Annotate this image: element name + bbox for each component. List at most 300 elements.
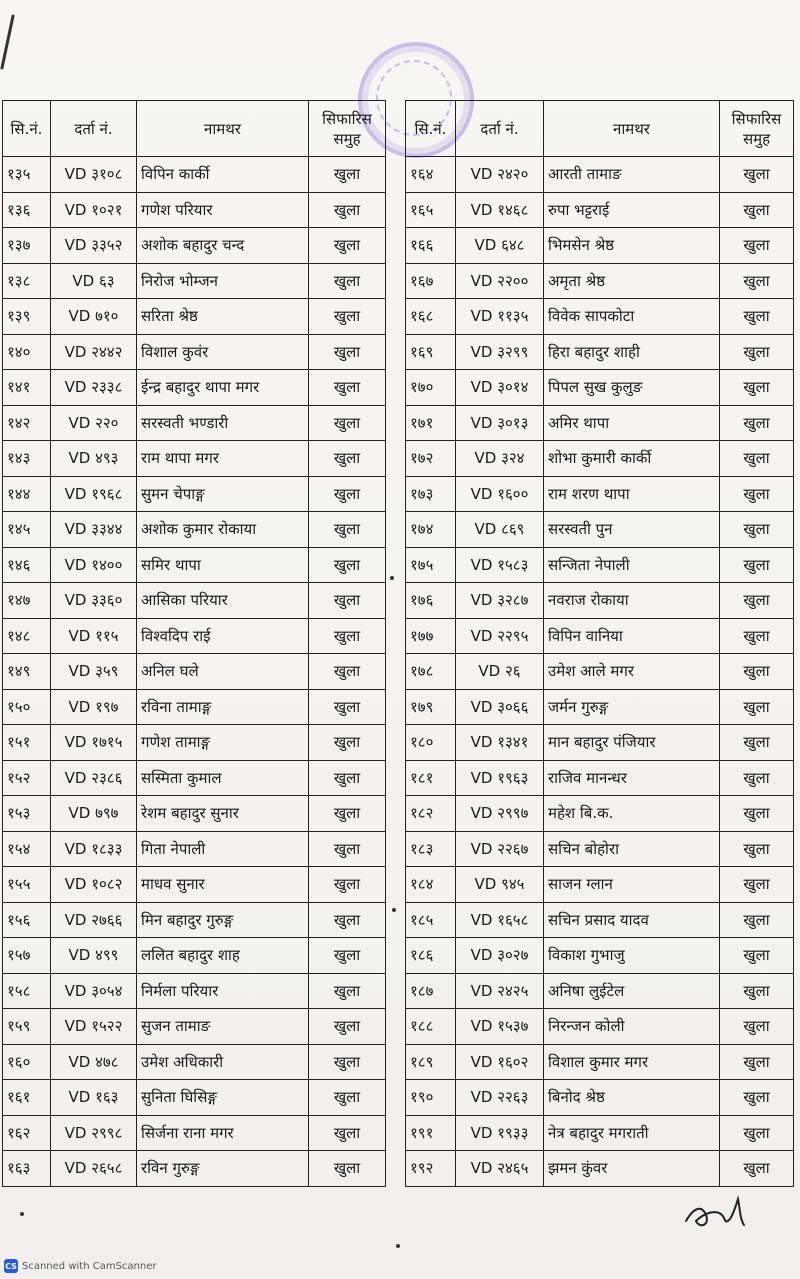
group-cell: खुला (309, 441, 386, 477)
serial-cell: १४५ (3, 512, 51, 548)
name-cell: राम शरण थापा (544, 476, 720, 512)
table-row (3, 760, 386, 796)
group-cell: खुला (309, 973, 386, 1009)
darta-cell: VD १९३३ (456, 1115, 544, 1151)
serial-cell: १५२ (3, 760, 51, 796)
name-cell: अमिर थापा (544, 405, 720, 441)
group-cell: खुला (309, 476, 386, 512)
table-header (406, 101, 794, 157)
darta-cell: VD १५२२ (51, 1009, 137, 1045)
table-row (3, 831, 386, 867)
group-cell: खुला (309, 1044, 386, 1080)
darta-cell: VD ३०१३ (456, 405, 544, 441)
group-cell: खुला (309, 796, 386, 832)
darta-cell: VD ११५ (51, 618, 137, 654)
serial-cell: १६९ (406, 334, 456, 370)
table-row (406, 1044, 794, 1080)
header-name: नामथर (544, 101, 720, 157)
serial-cell: १४२ (3, 405, 51, 441)
scan-dot (392, 908, 396, 912)
name-cell: रुपा भट्टराई (544, 192, 720, 228)
darta-cell: VD २४२० (456, 157, 544, 193)
table-row (406, 938, 794, 974)
table-row (3, 405, 386, 441)
group-cell: खुला (309, 1115, 386, 1151)
serial-cell: १५० (3, 689, 51, 725)
name-cell: उमेश अधिकारी (137, 1044, 309, 1080)
serial-cell: १४८ (3, 618, 51, 654)
darta-cell: VD ३२८७ (456, 583, 544, 619)
register-table-right (405, 100, 794, 1187)
group-cell: खुला (309, 902, 386, 938)
group-cell: खुला (309, 547, 386, 583)
table-row (406, 334, 794, 370)
header-serial: सि.नं. (3, 101, 51, 157)
name-cell: मान बहादुर पंजियार (544, 725, 720, 761)
group-cell: खुला (720, 618, 794, 654)
serial-cell: १४९ (3, 654, 51, 690)
darta-cell: VD ४९३ (51, 441, 137, 477)
group-cell: खुला (720, 760, 794, 796)
name-cell: राजिव मानन्धर (544, 760, 720, 796)
header-darta: दर्ता नं. (456, 101, 544, 157)
darta-cell: VD ३३५२ (51, 228, 137, 264)
group-cell: खुला (720, 228, 794, 264)
serial-cell: १७७ (406, 618, 456, 654)
darta-cell: VD २२० (51, 405, 137, 441)
header-darta: दर्ता नं. (51, 101, 137, 157)
group-cell: खुला (720, 299, 794, 335)
name-cell: विशाल कुवंर (137, 334, 309, 370)
serial-cell: १८७ (406, 973, 456, 1009)
scan-dot (20, 1212, 24, 1216)
table-row (406, 512, 794, 548)
serial-cell: १५३ (3, 796, 51, 832)
table-row (406, 476, 794, 512)
name-cell: पिपल सुख कुलुङ (544, 370, 720, 406)
serial-cell: १६१ (3, 1080, 51, 1116)
darta-cell: VD ३५९ (51, 654, 137, 690)
serial-cell: १७३ (406, 476, 456, 512)
serial-cell: १६५ (406, 192, 456, 228)
serial-cell: १७२ (406, 441, 456, 477)
table-row (3, 1115, 386, 1151)
serial-cell: १७० (406, 370, 456, 406)
name-cell: विकाश गुभाजु (544, 938, 720, 974)
darta-cell: VD ३२९९ (456, 334, 544, 370)
name-cell: निरोज भोम्जन (137, 263, 309, 299)
table-row (406, 760, 794, 796)
name-cell: निर्मला परियार (137, 973, 309, 1009)
camscanner-logo-icon: CS (4, 1259, 18, 1273)
group-cell: खुला (720, 938, 794, 974)
name-cell: अशोक बहादुर चन्द (137, 228, 309, 264)
darta-cell: VD ११३५ (456, 299, 544, 335)
group-cell: खुला (720, 334, 794, 370)
darta-cell: VD २४२५ (456, 973, 544, 1009)
serial-cell: १५८ (3, 973, 51, 1009)
footer-text: Scanned with CamScanner (22, 1260, 157, 1272)
serial-cell: १६० (3, 1044, 51, 1080)
group-cell: खुला (720, 1080, 794, 1116)
group-cell: खुला (720, 441, 794, 477)
group-cell: खुला (720, 476, 794, 512)
name-cell: सरिता श्रेष्ठ (137, 299, 309, 335)
name-cell: जर्मन गुरुङ्ग (544, 689, 720, 725)
name-cell: रेशम बहादुर सुनार (137, 796, 309, 832)
table-row (406, 1151, 794, 1187)
table-row (406, 831, 794, 867)
header-group: सिफारिस समुह (720, 101, 794, 157)
table-row (406, 263, 794, 299)
header-name: नामथर (137, 101, 309, 157)
name-cell: गणेश परियार (137, 192, 309, 228)
name-cell: सिर्जना राना मगर (137, 1115, 309, 1151)
group-cell: खुला (720, 512, 794, 548)
darta-cell: VD १५८३ (456, 547, 544, 583)
table-row (3, 938, 386, 974)
serial-cell: १३६ (3, 192, 51, 228)
name-cell: मिन बहादुर गुरुङ्ग (137, 902, 309, 938)
darta-cell: VD ३१०८ (51, 157, 137, 193)
darta-cell: VD २२९५ (456, 618, 544, 654)
name-cell: निरन्जन कोली (544, 1009, 720, 1045)
darta-cell: VD २९९८ (51, 1115, 137, 1151)
table-row (3, 583, 386, 619)
table-row (3, 796, 386, 832)
table-row (3, 1080, 386, 1116)
group-cell: खुला (720, 725, 794, 761)
name-cell: अशोक कुमार रोकाया (137, 512, 309, 548)
darta-cell: VD २२६३ (456, 1080, 544, 1116)
serial-cell: १४० (3, 334, 51, 370)
table-row (406, 1115, 794, 1151)
name-cell: झमन कुंवर (544, 1151, 720, 1187)
darta-cell: VD २३३८ (51, 370, 137, 406)
serial-cell: १८४ (406, 867, 456, 903)
name-cell: बिनोद श्रेष्ठ (544, 1080, 720, 1116)
darta-cell: VD ३०१४ (456, 370, 544, 406)
table-row (3, 476, 386, 512)
darta-cell: VD ३३६० (51, 583, 137, 619)
name-cell: सुमन चेपाङ्ग (137, 476, 309, 512)
name-cell: उमेश आले मगर (544, 654, 720, 690)
group-cell: खुला (720, 583, 794, 619)
name-cell: रविन गुरुङ्ग (137, 1151, 309, 1187)
group-cell: खुला (720, 831, 794, 867)
table-row (3, 1044, 386, 1080)
serial-cell: १६८ (406, 299, 456, 335)
serial-cell: १७१ (406, 405, 456, 441)
darta-cell: VD १८३३ (51, 831, 137, 867)
group-cell: खुला (309, 583, 386, 619)
table-row (406, 689, 794, 725)
name-cell: महेश बि.क. (544, 796, 720, 832)
serial-cell: १६३ (3, 1151, 51, 1187)
name-cell: भिमसेन श्रेष्ठ (544, 228, 720, 264)
table-row (406, 370, 794, 406)
darta-cell: VD ६३ (51, 263, 137, 299)
name-cell: हिरा बहादुर शाही (544, 334, 720, 370)
serial-cell: १६४ (406, 157, 456, 193)
serial-cell: १८९ (406, 1044, 456, 1080)
group-cell: खुला (720, 263, 794, 299)
serial-cell: १६२ (3, 1115, 51, 1151)
name-cell: माधव सुनार (137, 867, 309, 903)
darta-cell: VD २७६६ (51, 902, 137, 938)
serial-cell: १४७ (3, 583, 51, 619)
table-row (3, 1009, 386, 1045)
serial-cell: १८२ (406, 796, 456, 832)
darta-cell: VD ३०५४ (51, 973, 137, 1009)
group-cell: खुला (309, 760, 386, 796)
table-row (406, 228, 794, 264)
name-cell: ललित बहादुर शाह (137, 938, 309, 974)
group-cell: खुला (309, 1080, 386, 1116)
darta-cell: VD ६४८ (456, 228, 544, 264)
serial-cell: १७८ (406, 654, 456, 690)
darta-cell: VD ७१० (51, 299, 137, 335)
darta-cell: VD ८६९ (456, 512, 544, 548)
table-row (3, 370, 386, 406)
table-row (3, 654, 386, 690)
name-cell: विपिन कार्की (137, 157, 309, 193)
darta-cell: VD १७१५ (51, 725, 137, 761)
serial-cell: १७४ (406, 512, 456, 548)
darta-cell: VD २६५८ (51, 1151, 137, 1187)
table-row (3, 299, 386, 335)
darta-cell: VD ४९९ (51, 938, 137, 974)
table-row (406, 405, 794, 441)
register-table-left (2, 100, 386, 1187)
table-row (406, 725, 794, 761)
darta-cell: VD १४०० (51, 547, 137, 583)
scan-dot (390, 576, 394, 580)
table-header (3, 101, 386, 157)
table-row (3, 973, 386, 1009)
group-cell: खुला (720, 973, 794, 1009)
group-cell: खुला (309, 370, 386, 406)
group-cell: खुला (720, 654, 794, 690)
name-cell: विवेक सापकोटा (544, 299, 720, 335)
group-cell: खुला (720, 1044, 794, 1080)
group-cell: खुला (309, 689, 386, 725)
darta-cell: VD २६ (456, 654, 544, 690)
table-row (3, 1151, 386, 1187)
signature (680, 1185, 750, 1235)
table-row (3, 618, 386, 654)
name-cell: गिता नेपाली (137, 831, 309, 867)
serial-cell: १४३ (3, 441, 51, 477)
group-cell: खुला (309, 725, 386, 761)
group-cell: खुला (720, 1009, 794, 1045)
table-row (3, 192, 386, 228)
group-cell: खुला (309, 299, 386, 335)
serial-cell: १७५ (406, 547, 456, 583)
darta-cell: VD १५३७ (456, 1009, 544, 1045)
group-cell: खुला (309, 157, 386, 193)
darta-cell: VD १०२१ (51, 192, 137, 228)
table-row (406, 796, 794, 832)
name-cell: अनिषा लुईटेल (544, 973, 720, 1009)
name-cell: सरस्वती पुन (544, 512, 720, 548)
name-cell: रविना तामाङ्ग (137, 689, 309, 725)
name-cell: विश्वदिप राई (137, 618, 309, 654)
name-cell: अमृता श्रेष्ठ (544, 263, 720, 299)
group-cell: खुला (309, 405, 386, 441)
group-cell: खुला (720, 867, 794, 903)
name-cell: सरस्वती भण्डारी (137, 405, 309, 441)
serial-cell: १८५ (406, 902, 456, 938)
table-row (3, 228, 386, 264)
serial-cell: १६६ (406, 228, 456, 264)
group-cell: खुला (720, 1115, 794, 1151)
group-cell: खुला (720, 405, 794, 441)
serial-cell: १५७ (3, 938, 51, 974)
serial-cell: १३७ (3, 228, 51, 264)
serial-cell: १५९ (3, 1009, 51, 1045)
serial-cell: १८१ (406, 760, 456, 796)
table-row (3, 902, 386, 938)
name-cell: गणेश तामाङ्ग (137, 725, 309, 761)
scan-dot (396, 1244, 400, 1248)
group-cell: खुला (309, 867, 386, 903)
group-cell: खुला (309, 618, 386, 654)
serial-cell: १८० (406, 725, 456, 761)
group-cell: खुला (720, 689, 794, 725)
serial-cell: १९० (406, 1080, 456, 1116)
table-row (406, 441, 794, 477)
group-cell: खुला (720, 902, 794, 938)
name-cell: विशाल कुमार मगर (544, 1044, 720, 1080)
serial-cell: १४१ (3, 370, 51, 406)
table-row (406, 299, 794, 335)
name-cell: सचिन बोहोरा (544, 831, 720, 867)
darta-cell: VD ३२४ (456, 441, 544, 477)
group-cell: खुला (309, 263, 386, 299)
serial-cell: १९१ (406, 1115, 456, 1151)
serial-cell: १३८ (3, 263, 51, 299)
name-cell: सस्मिता कुमाल (137, 760, 309, 796)
table-row (406, 1009, 794, 1045)
name-cell: सुनिता घिसिङ्ग (137, 1080, 309, 1116)
name-cell: विपिन वानिया (544, 618, 720, 654)
table-row (3, 725, 386, 761)
table-row (406, 583, 794, 619)
darta-cell: VD १०८२ (51, 867, 137, 903)
name-cell: समिर थापा (137, 547, 309, 583)
group-cell: खुला (720, 1151, 794, 1187)
table-row (3, 547, 386, 583)
table-row (406, 157, 794, 193)
darta-cell: VD १९६८ (51, 476, 137, 512)
name-cell: अनिल घले (137, 654, 309, 690)
name-cell: साजन ग्लान (544, 867, 720, 903)
darta-cell: VD २२०० (456, 263, 544, 299)
group-cell: खुला (309, 512, 386, 548)
table-row (406, 192, 794, 228)
name-cell: सन्जिता नेपाली (544, 547, 720, 583)
darta-cell: VD १३४१ (456, 725, 544, 761)
serial-cell: १८६ (406, 938, 456, 974)
header-group: सिफारिस समुह (309, 101, 386, 157)
darta-cell: VD २२६७ (456, 831, 544, 867)
darta-cell: VD १६३ (51, 1080, 137, 1116)
darta-cell: VD १९७ (51, 689, 137, 725)
darta-cell: VD १६०२ (456, 1044, 544, 1080)
name-cell: नवराज रोकाया (544, 583, 720, 619)
darta-cell: VD ३०६६ (456, 689, 544, 725)
header-serial: सि.नं. (406, 101, 456, 157)
name-cell: राम थापा मगर (137, 441, 309, 477)
darta-cell: VD २४४२ (51, 334, 137, 370)
serial-cell: १४४ (3, 476, 51, 512)
serial-cell: १८८ (406, 1009, 456, 1045)
serial-cell: १५४ (3, 831, 51, 867)
name-cell: आरती तामाङ (544, 157, 720, 193)
darta-cell: VD ९४५ (456, 867, 544, 903)
serial-cell: १६७ (406, 263, 456, 299)
group-cell: खुला (309, 938, 386, 974)
name-cell: आसिका परियार (137, 583, 309, 619)
scanner-footer (4, 1259, 157, 1273)
serial-cell: १३५ (3, 157, 51, 193)
group-cell: खुला (720, 547, 794, 583)
group-cell: खुला (720, 370, 794, 406)
group-cell: खुला (720, 157, 794, 193)
serial-cell: १४६ (3, 547, 51, 583)
table-row (3, 334, 386, 370)
table-row (3, 512, 386, 548)
name-cell: नेत्र बहादुर मगराती (544, 1115, 720, 1151)
name-cell: ईन्द्र बहादुर थापा मगर (137, 370, 309, 406)
serial-cell: १५६ (3, 902, 51, 938)
serial-cell: १५१ (3, 725, 51, 761)
darta-cell: VD ४७८ (51, 1044, 137, 1080)
group-cell: खुला (309, 1151, 386, 1187)
serial-cell: १३९ (3, 299, 51, 335)
group-cell: खुला (309, 228, 386, 264)
name-cell: सचिन प्रसाद यादव (544, 902, 720, 938)
darta-cell: VD १९६३ (456, 760, 544, 796)
table-row (406, 973, 794, 1009)
darta-cell: VD ३३४४ (51, 512, 137, 548)
darta-cell: VD ७९७ (51, 796, 137, 832)
darta-cell: VD २३८६ (51, 760, 137, 796)
name-cell: शोभा कुमारी कार्की (544, 441, 720, 477)
group-cell: खुला (309, 192, 386, 228)
group-cell: खुला (720, 796, 794, 832)
group-cell: खुला (720, 192, 794, 228)
table-row (406, 547, 794, 583)
darta-cell: VD १६५८ (456, 902, 544, 938)
table-row (3, 157, 386, 193)
table-row (406, 867, 794, 903)
serial-cell: १७६ (406, 583, 456, 619)
serial-cell: १९२ (406, 1151, 456, 1187)
serial-cell: १७९ (406, 689, 456, 725)
table-row (3, 263, 386, 299)
group-cell: खुला (309, 334, 386, 370)
table-row (406, 618, 794, 654)
table-row (406, 654, 794, 690)
serial-cell: १५५ (3, 867, 51, 903)
darta-cell: VD २४६५ (456, 1151, 544, 1187)
group-cell: खुला (309, 1009, 386, 1045)
table-row (3, 689, 386, 725)
darta-cell: VD २९९७ (456, 796, 544, 832)
darta-cell: VD १४६८ (456, 192, 544, 228)
